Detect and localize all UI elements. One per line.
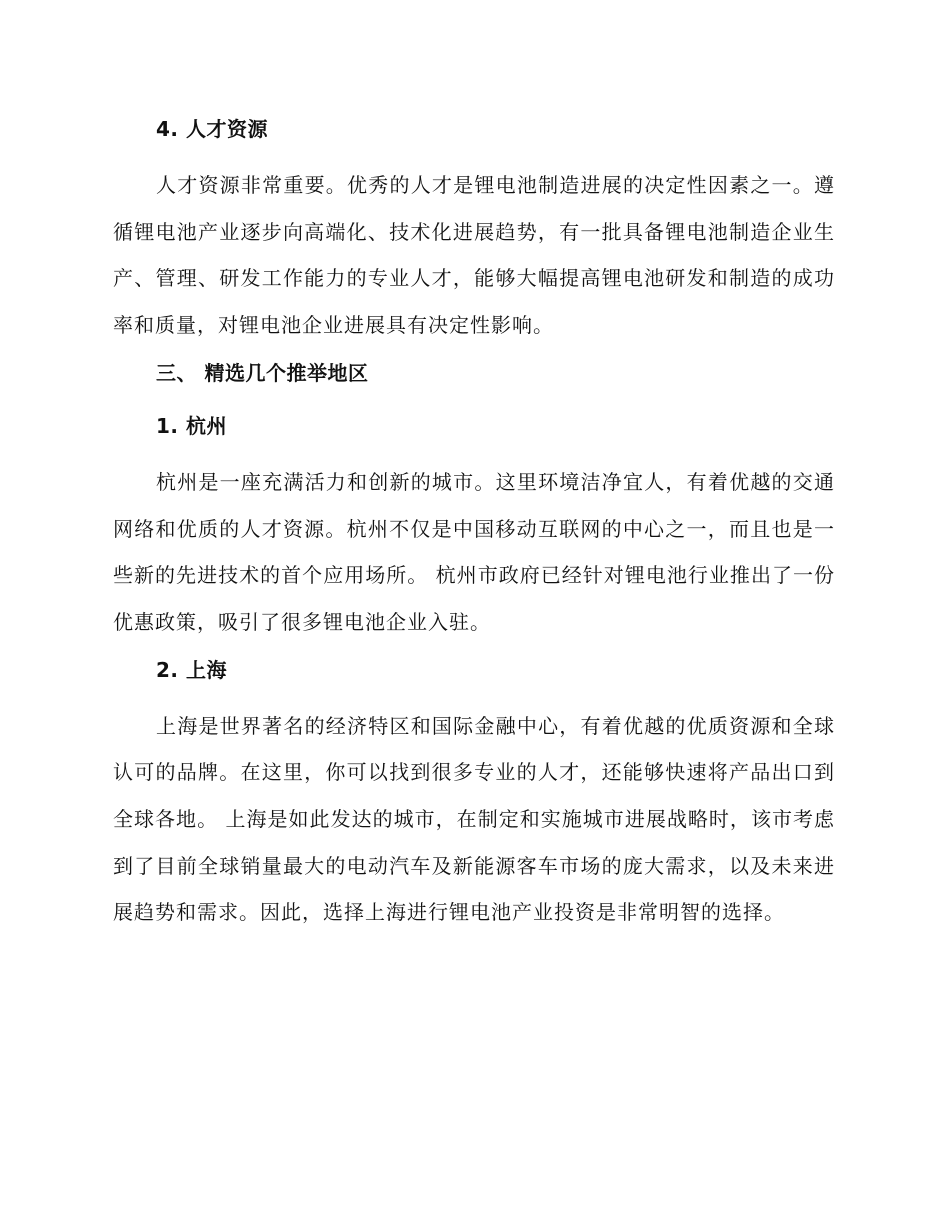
chapter-heading-recommended-regions: 三、 精选几个推举地区: [156, 360, 369, 385]
paragraph-shanghai: 上海是世界著名的经济特区和国际金融中心，有着优越的优质资源和全球认可的品牌。在这里，你可以找到很多专业的人才，还能够快速将产品出口到全球各地。 上海是如此发达的城市，在制定和实施城市进展战略时，该市考虑到了目前全球销量最大的电动汽车及新能源客车市场的庞大需求，以及未来进展趋势和需求。因此，选择上海进行锂电池产业投资是非常明智的选择。: [113, 713, 835, 925]
section-heading-talent: 4. 人才资源: [156, 117, 268, 141]
section-heading-hangzhou: 1. 杭州: [156, 413, 227, 438]
document-body: [113, 112, 835, 936]
section-heading-shanghai: 2. 上海: [156, 657, 227, 682]
paragraph-hangzhou: 杭州是一座充满活力和创新的城市。这里环境洁净宜人，有着优越的交通网络和优质的人才资源。杭州不仅是中国移动互联网的中心之一，而且也是一些新的先进技术的首个应用场所。 杭州市政府已经针对锂电池行业推出了一份优惠政策，吸引了很多锂电池企业入驻。: [113, 469, 835, 634]
paragraph-talent: 人才资源非常重要。优秀的人才是锂电池制造进展的决定性因素之一。遵循锂电池产业逐步向高端化、技术化进展趋势，有一批具备锂电池制造企业生产、管理、研发工作能力的专业人才，能够大幅提高锂电池研发和制造的成功率和质量，对锂电池企业进展具有决定性影响。: [113, 173, 835, 338]
